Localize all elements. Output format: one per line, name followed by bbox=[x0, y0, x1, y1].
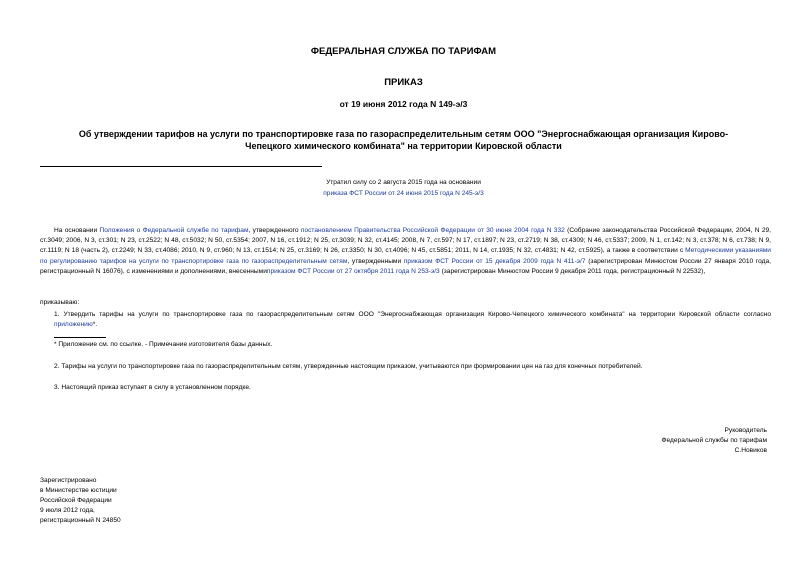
footnote: * Приложение см. по ссылке. - Примечание изготовителя базы данных. bbox=[54, 341, 273, 348]
status-link-line bbox=[0, 190, 807, 197]
preamble-text-3: (Собрание законодательства Российской Федерации, 2004, N 29, ст.3049; 2006, N 3, ст.301; N 23, ст.2522; N 48, ст.5032; N 50, ст.5354; 2007, N 16, ст.1912; N 25, ст.3039; N 32, ст.4145; 2008, N 7, ст.597; N 17, ст.1897; N 23, ст.2719; N 38, ст.4309; N 46, ст.5337; 2009, N 1, ст.142; N 3, ст.378; N 6, ст.738; N 9, ст.1119; N 18 (часть 2), ст.2249; N 33, ст.4086; 2010, N 9, ст.960; N 13, ст.1514; N 25, ст.3169; N 26, ст.3350; N 30, ст.4096; N 45, ст.5851; 2011, N 14, ст.1935; N 32, ст.4831; N 42, ст.5925), а также в соответствии с bbox=[40, 227, 771, 255]
methodical-guidelines-link[interactable]: Методическими указаниями по регулированию тарифов на услуги по транспортировке газа по газораспределительным сетям bbox=[40, 247, 771, 265]
preamble-text-5: (зарегистрирован Минюстом России 27 января 2010 года, регистрационный N 16076), с изменениями и дополнениями, внесенными bbox=[40, 257, 771, 275]
fts-order-2009-link[interactable]: приказом ФСТ России от 15 декабря 2009 года N 411-э/7 bbox=[403, 257, 586, 265]
signature-name: С.Новиков bbox=[734, 447, 767, 454]
preamble-text-2: , утвержденного bbox=[248, 227, 301, 234]
signature-agency: Федеральной службы по тарифам bbox=[661, 437, 767, 444]
repeal-order-link[interactable]: приказа ФСТ России от 24 июня 2015 года N 245-э/3 bbox=[323, 190, 484, 197]
preamble-text-1: На основании bbox=[54, 227, 100, 234]
order-item-2: 2. Тарифы на услуги по транспортировке газа по газораспределительным сетям, утвержденные настоящим приказом, учитываются при формировании цен на газ для конечных потребителей. bbox=[54, 363, 643, 370]
date-line bbox=[0, 99, 807, 109]
title-divider bbox=[40, 166, 322, 167]
order-item-3: 3. Настоящий приказ вступает в силу в установленном порядке. bbox=[54, 384, 251, 391]
orders-label: приказываю: bbox=[40, 299, 80, 306]
preamble-paragraph bbox=[40, 226, 771, 277]
preamble-text-6: (зарегистрирован Минюстом России 9 декабря 2011 года, регистрационный N 22532), bbox=[439, 267, 706, 275]
doc-type-heading: ПРИКАЗ bbox=[384, 77, 423, 88]
fts-order-2011-link[interactable]: приказом ФСТ России от 27 октября 2011 года N 253-э/3 bbox=[266, 267, 440, 275]
registration-block bbox=[40, 476, 121, 526]
preamble-text-4: , утвержденными bbox=[347, 257, 404, 265]
agency-heading: ФЕДЕРАЛЬНАЯ СЛУЖБА ПО ТАРИФАМ bbox=[310, 46, 497, 57]
government-decree-link[interactable]: постановлением Правительства Российской Федерации от 30 июня 2004 года N 332 bbox=[300, 227, 565, 234]
signature-block bbox=[662, 426, 768, 456]
registration-line-2: в Министерстве юстиции bbox=[40, 487, 117, 494]
document-title: Об утверждении тарифов на услуги по транспортировке газа по газораспределительным сетям ООО "Энергоснабжающая организация Кирово-Чепецкого химического комбината" на территории Кировской области bbox=[78, 129, 729, 151]
registration-line-3: Российской Федерации bbox=[40, 497, 112, 504]
regulation-link[interactable]: Положения о Федеральной службе по тарифам bbox=[99, 227, 249, 234]
registration-line-4: 9 июля 2012 года, bbox=[40, 507, 95, 514]
footnote-divider bbox=[54, 337, 106, 338]
item1-tail: *. bbox=[92, 321, 98, 329]
registration-line-1: Зарегистрировано bbox=[40, 477, 97, 484]
status-line: Утратил силу со 2 августа 2015 года на основании bbox=[326, 179, 481, 186]
item1-text: 1. Утвердить тарифы на услуги по транспортировке газа по газораспределительным сетям ООО "Энергоснабжающая организация Кирово-Чепецкого химического комбината" на территории Кировской области согласно bbox=[54, 311, 771, 318]
order-item-1 bbox=[40, 310, 771, 330]
date-text: от 19 июня 2012 года N 149-э/3 bbox=[339, 99, 468, 109]
registration-line-5: регистрационный N 24850 bbox=[40, 517, 121, 524]
signature-position: Руководитель bbox=[724, 427, 767, 434]
appendix-link[interactable]: приложению bbox=[54, 321, 93, 329]
